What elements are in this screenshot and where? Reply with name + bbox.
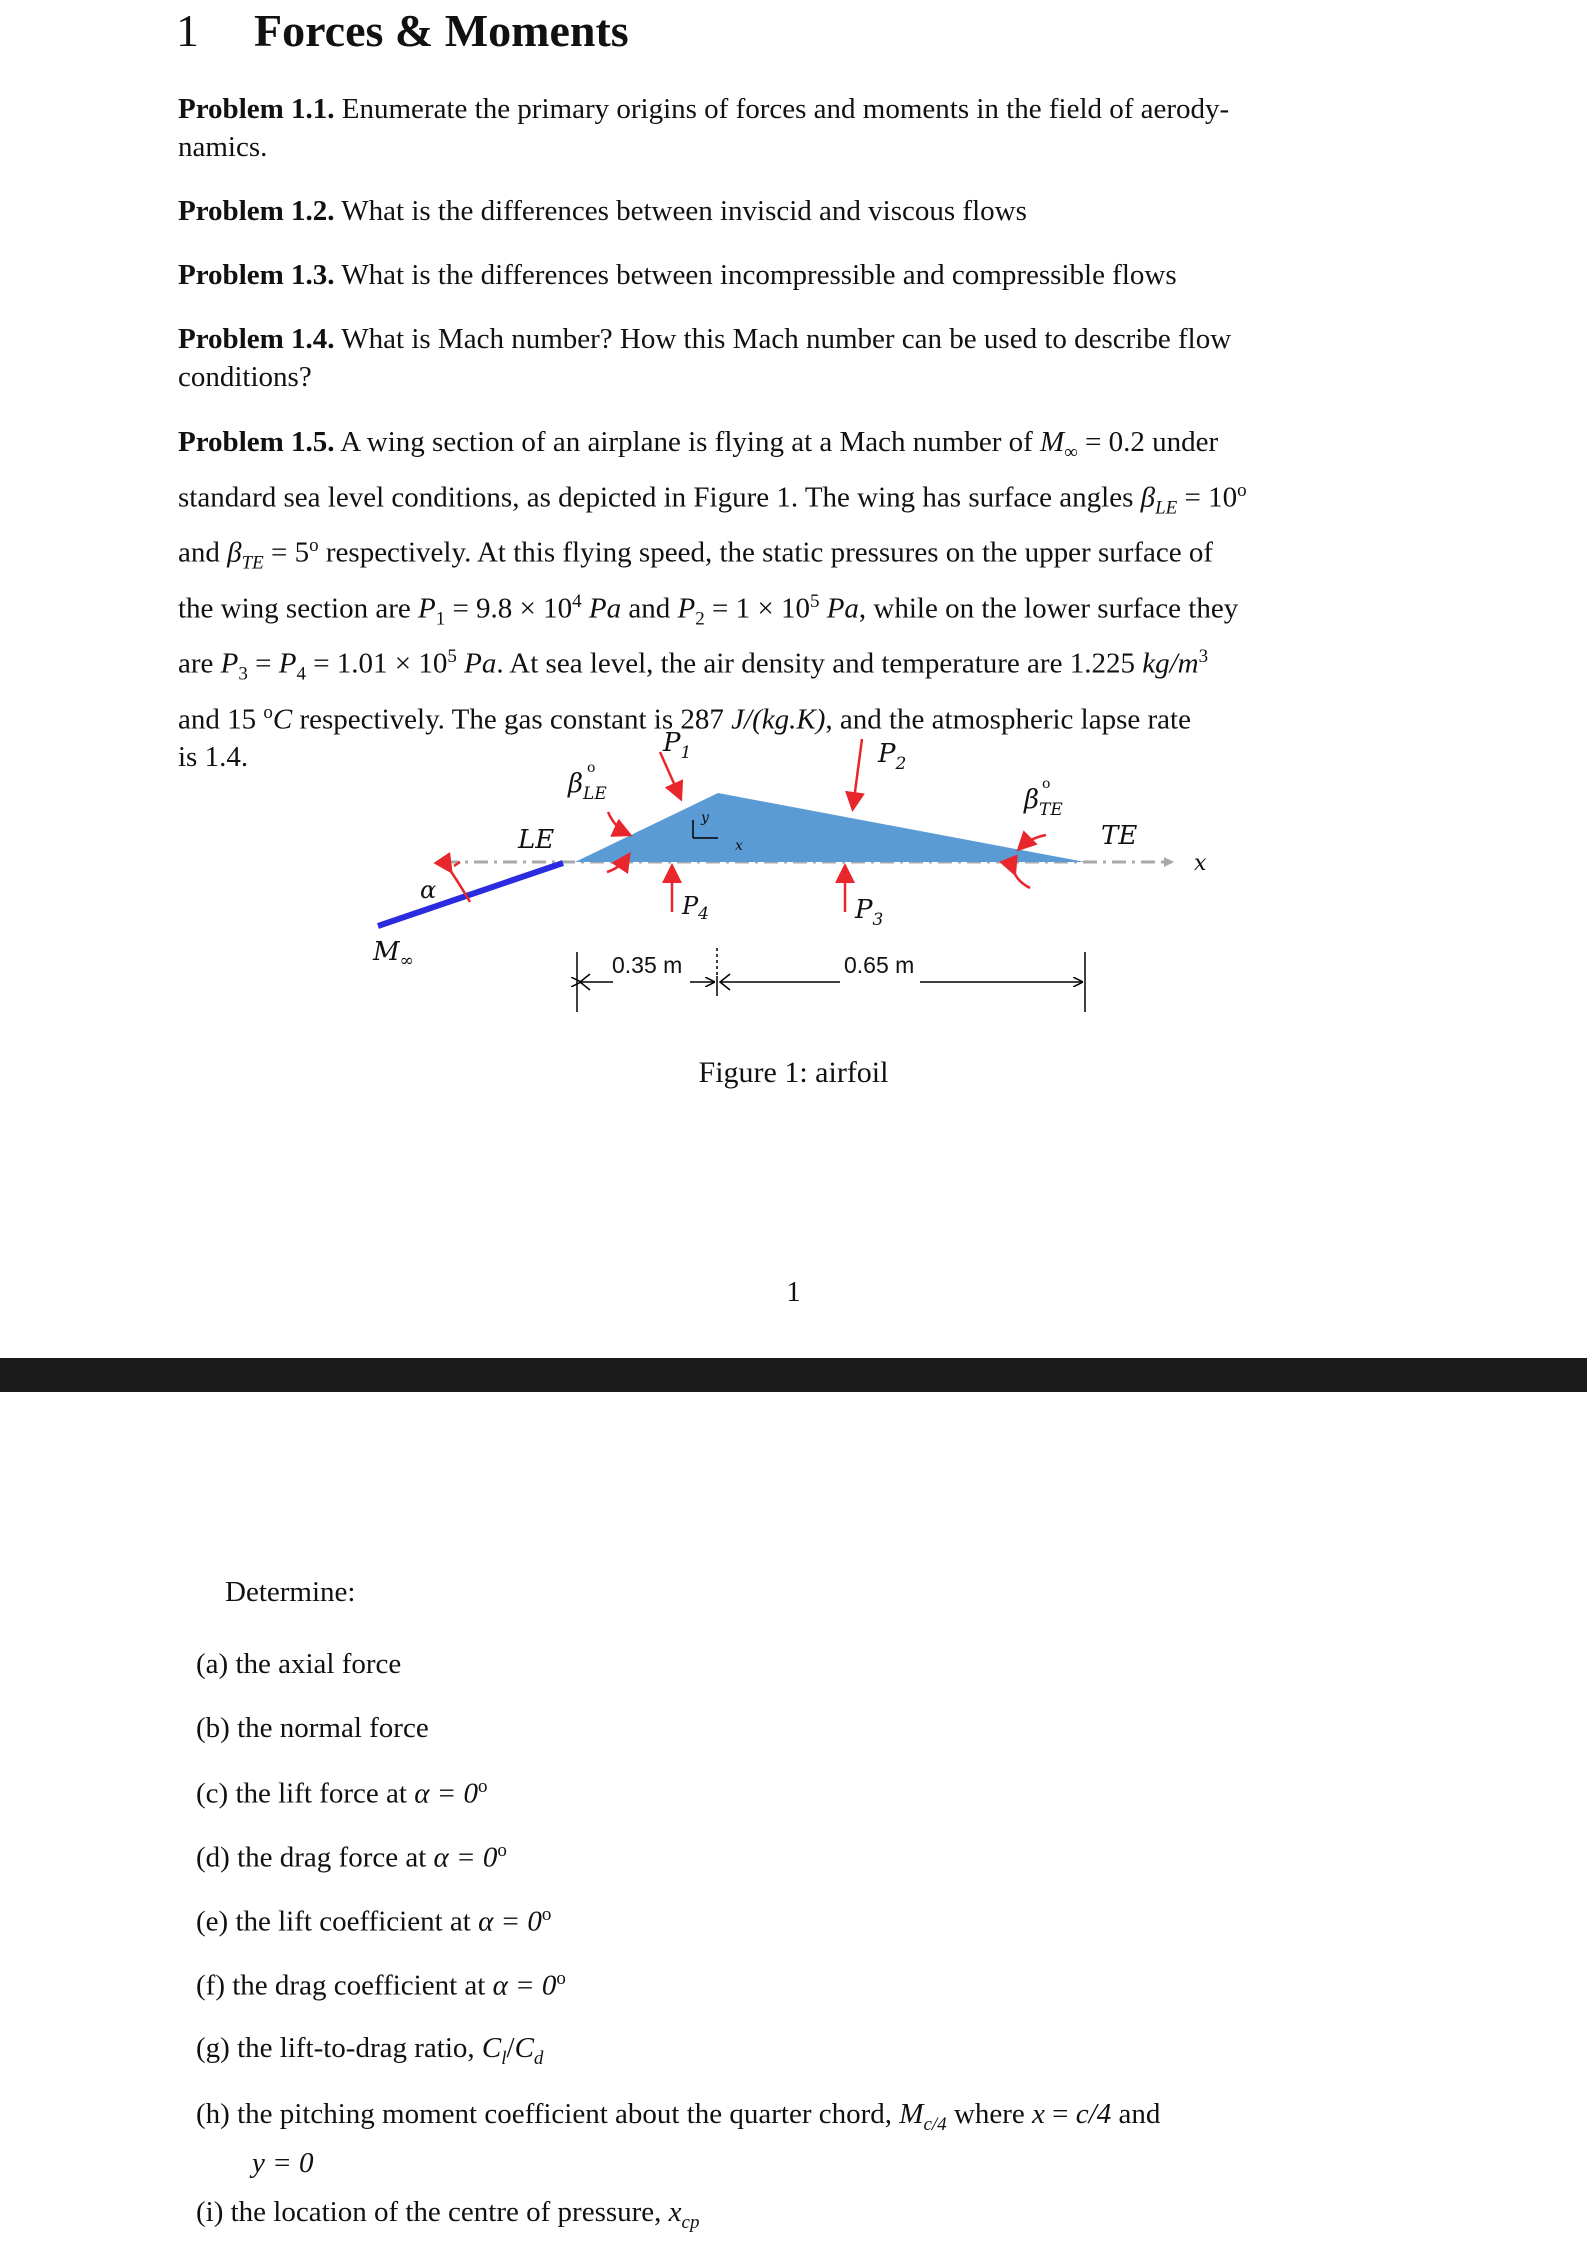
item-tag: (i): [196, 2196, 224, 2228]
label-beta-le: $\beta_{LE}$: [568, 769, 607, 804]
p5-text: , and the atmospheric lapse rate: [825, 703, 1191, 736]
p5-text: = 1.01 × 10: [305, 647, 448, 680]
item-tag: (b): [196, 1712, 230, 1744]
item-math: x: [668, 2196, 682, 2228]
p5-math: β: [227, 536, 242, 569]
p5-sub: 2: [695, 608, 705, 630]
label-p3: $P_3$: [855, 895, 884, 930]
label-beta-te: $\beta_{TE}$: [1024, 785, 1063, 820]
list-item: [196, 2196, 699, 2234]
p5-text: A wing section of an airplane is flying at a Mach number of: [340, 426, 1041, 458]
list-item: [196, 1968, 566, 2003]
p5-math: M: [1040, 426, 1065, 458]
label-le: LE: [518, 825, 555, 855]
p5-sup: 3: [1198, 646, 1209, 668]
list-item: [196, 1840, 507, 1875]
p5-text: = 1 × 10: [704, 592, 810, 625]
item-sub: c/4: [923, 2113, 947, 2135]
label-alpha: α: [420, 876, 437, 904]
problem-text-cont: conditions?: [178, 361, 312, 393]
problem-text: What is the differences between incompressible and compressible flows: [341, 259, 1177, 291]
item-text: the drag force at: [237, 1841, 434, 1874]
item-sup: o: [556, 1968, 566, 1989]
p5-math: Pa: [826, 592, 859, 625]
p5-sub: 3: [238, 663, 248, 685]
item-math: α = 0: [414, 1777, 478, 1810]
section-number: 1: [176, 5, 199, 56]
problem-text: What is the differences between inviscid and viscous flows: [341, 195, 1027, 227]
item-text: and: [1111, 2098, 1161, 2130]
problem-text-cont: namics.: [178, 131, 268, 163]
item-text: the normal force: [237, 1712, 429, 1744]
p5-math: kg/m: [1142, 647, 1199, 680]
p5-math: Pa: [588, 592, 622, 625]
p5-text: the wing section are: [178, 592, 418, 625]
item-text: the pitching moment coefficient about the quarter chord,: [237, 2098, 900, 2130]
p5-text: is 1.4.: [178, 741, 249, 774]
p5-text: =: [247, 647, 279, 680]
beta-le-arc-upper: [608, 812, 628, 834]
label-minf: $M_\infty$: [373, 937, 414, 971]
p5-text: , while on the lower surface they: [858, 592, 1239, 625]
label-p2: $P_2$: [878, 739, 907, 774]
section-title: Forces & Moments: [254, 5, 629, 56]
label-dim-1: 0.35 m: [612, 952, 683, 978]
item-math: c/4: [1075, 2098, 1112, 2130]
item-text: the lift-to-drag ratio,: [237, 2032, 482, 2064]
item-math: M: [899, 2098, 924, 2130]
p5-sup: o: [1237, 479, 1247, 501]
item-math: y = 0: [252, 2146, 314, 2179]
airfoil-shape: [575, 793, 1085, 862]
item-sub: d: [533, 2047, 544, 2069]
airfoil-figure: [0, 720, 1587, 1040]
label-te: TE: [1101, 821, 1138, 851]
problem-1-2: [178, 192, 1406, 230]
item-text: the axial force: [235, 1648, 402, 1680]
item-math: C: [514, 2032, 534, 2064]
p5-sub: 4: [296, 663, 306, 685]
list-item: [196, 1712, 429, 1745]
item-tag: (h): [196, 2098, 230, 2130]
item-text: where: [946, 2098, 1033, 2130]
p2-arrow: [853, 739, 862, 807]
problem-1-1: [178, 90, 1406, 166]
label-beta-le-deg: o: [587, 760, 596, 776]
problem-label: Problem 1.4.: [178, 323, 335, 355]
beta-te-arc-lower: [1014, 872, 1030, 888]
item-tag: (g): [196, 2032, 230, 2064]
p5-math: J/(kg.K): [731, 703, 826, 736]
page-divider: [0, 1358, 1587, 1392]
problem-1-4: [178, 320, 1406, 396]
p5-text: and: [621, 592, 678, 625]
p5-math: P: [677, 592, 696, 625]
item-tag: (a): [196, 1648, 229, 1680]
problem-label: Problem 1.1.: [178, 93, 335, 125]
problem-label: Problem 1.2.: [178, 195, 335, 227]
p5-text: respectively. The gas constant is 287: [292, 703, 732, 736]
p5-sup: 4: [572, 590, 582, 612]
label-dim-2: 0.65 m: [844, 952, 915, 978]
p5-text: are: [178, 647, 221, 680]
p5-math: P: [278, 647, 297, 680]
item-sub: l: [501, 2047, 507, 2069]
list-item: [196, 1776, 487, 1811]
p5-sub: ∞: [1064, 441, 1078, 463]
item-math: α = 0: [478, 1905, 542, 1938]
p5-text: = 0.2 under: [1077, 426, 1219, 458]
item-text: /: [506, 2032, 515, 2064]
label-x-small: x: [735, 838, 743, 854]
label-beta-te-deg: o: [1042, 776, 1051, 792]
item-text: the lift coefficient at: [235, 1905, 479, 1938]
list-item: [196, 1648, 401, 1681]
p5-math: C: [272, 703, 293, 736]
problem-label: Problem 1.5.: [178, 426, 335, 458]
p5-math: β: [1140, 481, 1156, 514]
item-tag: (d): [196, 1841, 230, 1874]
item-math: x: [1032, 2098, 1045, 2130]
p5-text: and 15: [178, 703, 264, 736]
p5-text: . At sea level, the air density and temperature are 1.225: [496, 647, 1143, 680]
item-text: the location of the centre of pressure,: [230, 2196, 669, 2228]
problem-text: Enumerate the primary origins of forces and moments in the field of aerody-: [341, 93, 1230, 125]
label-p4: $P_4$: [682, 892, 709, 924]
figure-caption: Figure 1: airfoil: [698, 1056, 889, 1089]
list-item: [196, 1904, 551, 1939]
item-text: =: [1044, 2098, 1076, 2130]
p5-math: Pa: [464, 647, 497, 680]
list-item: [196, 2095, 1406, 2182]
item-math: C: [481, 2032, 502, 2064]
item-text: the lift force at: [235, 1777, 415, 1810]
p5-text: standard sea level conditions, as depicted in Figure 1. The wing has surface angles: [178, 481, 1141, 514]
item-sup: o: [477, 1776, 488, 1797]
item-math: α = 0: [492, 1969, 557, 2002]
p5-math: P: [220, 647, 239, 680]
label-p1: $P_1$: [663, 728, 692, 763]
label-x-axis: x: [1194, 851, 1207, 876]
item-sup: o: [497, 1840, 507, 1861]
p5-text: = 9.8 × 10: [445, 592, 573, 625]
p5-sup: 5: [447, 646, 457, 668]
p5-text: = 5: [263, 536, 310, 569]
page-number: 1: [786, 1276, 801, 1308]
p5-sub: TE: [241, 552, 264, 574]
p5-text: and: [178, 536, 228, 569]
p5-sup: 5: [809, 590, 820, 612]
beta-te-arc-upper: [1020, 835, 1046, 848]
problem-label: Problem 1.3.: [178, 259, 335, 291]
p5-sup: o: [309, 535, 319, 557]
p5-sub: 1: [435, 608, 446, 630]
p5-sub: LE: [1155, 497, 1178, 519]
item-tag: (f): [196, 1969, 225, 2002]
p5-math: P: [417, 592, 436, 625]
p5-text: respectively. At this flying speed, the static pressures on the upper surface of: [318, 536, 1214, 569]
item-math: α = 0: [433, 1841, 498, 1874]
list-item: [196, 2032, 543, 2070]
item-sup: o: [541, 1904, 552, 1925]
p1-arrow: [660, 752, 680, 797]
p5-text: = 10: [1177, 481, 1238, 514]
item-sub: cp: [681, 2211, 700, 2233]
item-tag: (e): [196, 1905, 229, 1938]
determine-heading: Determine:: [225, 1576, 356, 1608]
problem-1-3: [178, 256, 1406, 294]
problem-text: What is Mach number? How this Mach number can be used to describe flow: [341, 323, 1232, 355]
freestream-arrow: [378, 863, 563, 926]
item-text: the drag coefficient at: [232, 1969, 493, 2002]
p5-sup: o: [263, 701, 273, 723]
item-tag: (c): [196, 1777, 229, 1810]
label-y-small: y: [701, 810, 709, 826]
